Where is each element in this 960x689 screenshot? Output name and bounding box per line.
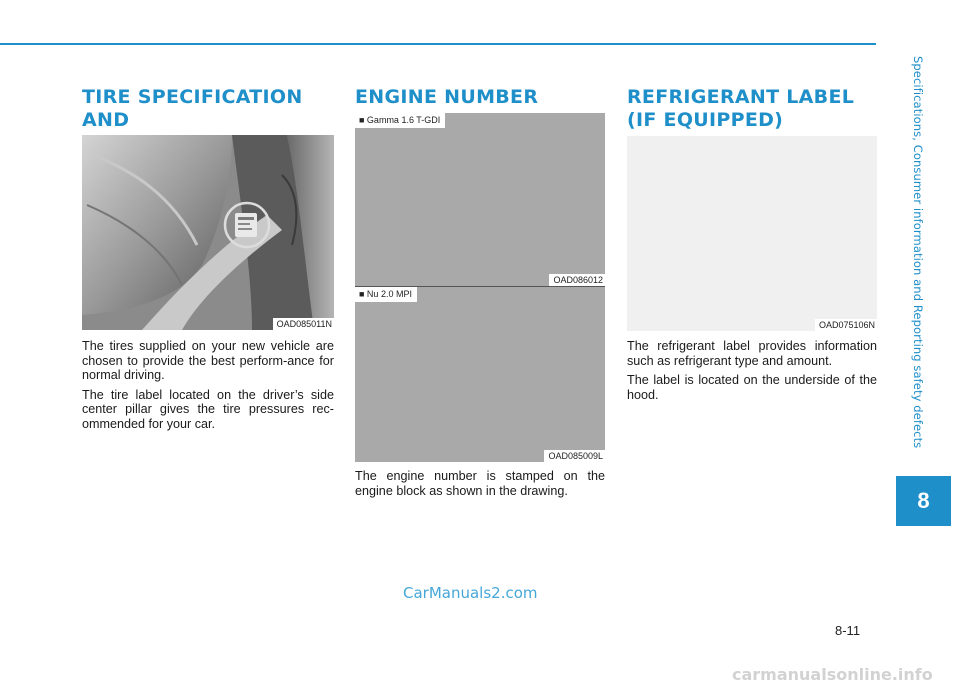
figure-code: OAD085009L (544, 450, 605, 462)
title-line: TIRE SPECIFICATION AND (82, 86, 303, 131)
figure-code: OAD085011N (273, 318, 334, 330)
engine-photo-gamma (355, 113, 605, 286)
figure-code: OAD086012 (549, 274, 605, 286)
engine-photo-nu (355, 287, 605, 462)
title-line: (IF EQUIPPED) (627, 109, 784, 131)
title-line: REFRIGERANT LABEL (627, 86, 855, 108)
engine-section-title: ENGINE NUMBER (355, 86, 539, 108)
chapter-tab[interactable] (896, 476, 951, 526)
paragraph: The refrigerant label provides information such as refrigerant type and amount. (627, 339, 877, 368)
refrigerant-section-title (627, 86, 879, 132)
car-door-sill-illustration (82, 135, 334, 330)
paragraph: The label is located on the underside of the hood. (627, 373, 877, 402)
paragraph: The tire label located on the driver’s side center pillar gives the tire pressures rec-ommended for your car. (82, 387, 334, 431)
refrigerant-section (627, 86, 879, 132)
tire-label-photo (82, 135, 334, 330)
refrigerant-label-photo (627, 136, 877, 331)
page-number: 8-11 (835, 623, 861, 638)
engine-section (355, 86, 607, 109)
header-rule (0, 43, 876, 45)
refrigerant-section-body (627, 339, 877, 407)
paragraph: The tires supplied on your new vehicle are chosen to provide the best perform-ance for normal driving. (82, 339, 334, 382)
engine-variant-tag: ■ Gamma 1.6 T-GDI (355, 113, 445, 128)
engine-section-body (355, 469, 605, 503)
watermark-footer[interactable]: carmanualsonline.info (732, 665, 933, 684)
figure-code: OAD075106N (815, 319, 877, 331)
engine-variant-tag: ■ Nu 2.0 MPI (355, 287, 417, 302)
tire-section-body (82, 339, 334, 436)
paragraph: The engine number is stamped on the engine block as shown in the drawing. (355, 469, 605, 498)
watermark-link[interactable]: CarManuals2.com (403, 584, 538, 602)
chapter-number: 8 (917, 488, 930, 513)
chapter-title-vertical: Specifications, Consumer information and Reporting safety defects (911, 56, 925, 449)
